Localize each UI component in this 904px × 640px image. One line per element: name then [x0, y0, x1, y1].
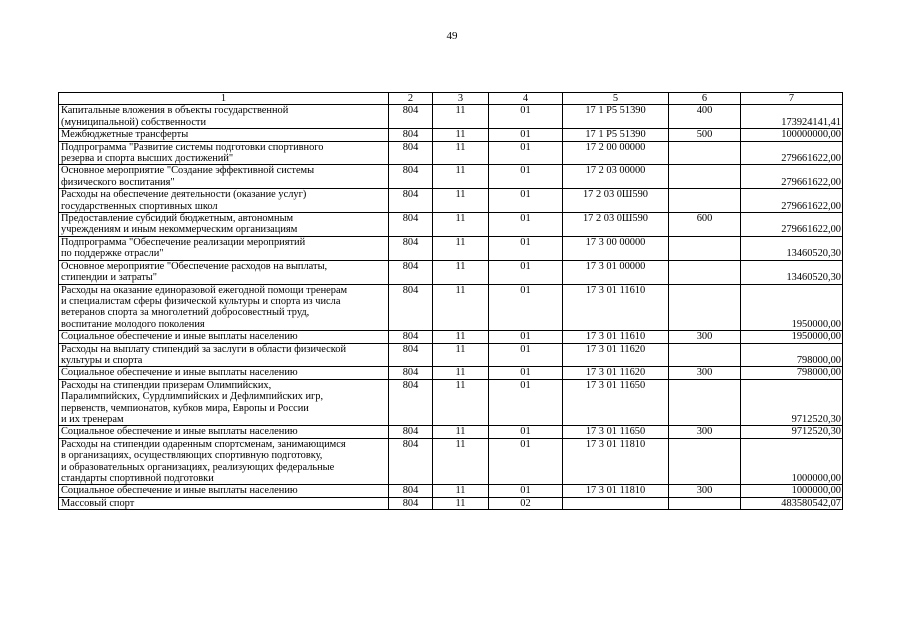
row-name-line: первенств, чемпионатов, кубков мира, Европы и России — [61, 402, 309, 414]
code-section: 11 — [433, 105, 489, 129]
amount: 1000000,00 — [741, 485, 843, 497]
header-row — [59, 93, 843, 105]
row-name — [59, 497, 389, 509]
code-expense-type — [669, 379, 741, 426]
row-name-line: Расходы на стипендии одаренным спортсменам, занимающимся — [61, 438, 346, 450]
code-subsection: 01 — [489, 438, 563, 485]
code-target: 17 1 P5 51390 — [563, 129, 669, 141]
amount: 13460520,30 — [741, 260, 843, 284]
row-name — [59, 189, 389, 213]
table-row — [59, 189, 843, 213]
row-name — [59, 485, 389, 497]
row-name — [59, 129, 389, 141]
amount: 279661622,00 — [741, 165, 843, 189]
row-name-line: Капитальные вложения в объекты государственной — [61, 105, 289, 117]
code-subsection: 01 — [489, 379, 563, 426]
table-row — [59, 260, 843, 284]
row-name-line: Социальное обеспечение и иные выплаты населению — [61, 485, 298, 497]
code-ministry: 804 — [389, 485, 433, 497]
code-section: 11 — [433, 438, 489, 485]
row-name-line: Социальное обеспечение и иные выплаты населению — [61, 331, 298, 343]
amount: 1000000,00 — [741, 438, 843, 485]
code-expense-type: 300 — [669, 331, 741, 343]
row-name — [59, 105, 389, 129]
code-subsection: 01 — [489, 284, 563, 331]
code-subsection: 01 — [489, 343, 563, 367]
code-subsection: 01 — [489, 367, 563, 379]
row-name-line: Расходы на обеспечение деятельности (оказание услуг) — [61, 189, 307, 201]
code-ministry: 804 — [389, 426, 433, 438]
budget-table — [58, 92, 843, 510]
row-name-line: Социальное обеспечение и иные выплаты населению — [61, 426, 298, 438]
code-expense-type — [669, 165, 741, 189]
code-ministry: 804 — [389, 331, 433, 343]
code-section: 11 — [433, 141, 489, 165]
code-ministry: 804 — [389, 189, 433, 213]
row-name-line: Расходы на оказание единоразовой ежегодной помощи тренерам — [61, 284, 348, 296]
code-target: 17 3 01 11810 — [563, 485, 669, 497]
code-ministry: 804 — [389, 213, 433, 237]
code-expense-type: 500 — [669, 129, 741, 141]
code-subsection: 01 — [489, 331, 563, 343]
column-header-2: 2 — [389, 93, 433, 105]
code-ministry: 804 — [389, 497, 433, 509]
table-row — [59, 284, 843, 331]
amount: 1950000,00 — [741, 331, 843, 343]
code-subsection: 01 — [489, 129, 563, 141]
code-subsection: 01 — [489, 189, 563, 213]
page-number: 49 — [446, 30, 458, 42]
table-row — [59, 105, 843, 129]
row-name-line: культуры и спорта — [61, 354, 143, 366]
row-name — [59, 260, 389, 284]
amount: 279661622,00 — [741, 141, 843, 165]
code-subsection: 01 — [489, 236, 563, 260]
row-name-line: физического воспитания" — [61, 176, 175, 188]
code-expense-type: 600 — [669, 213, 741, 237]
code-target: 17 2 03 00000 — [563, 165, 669, 189]
row-name-line: Основное мероприятие "Создание эффективной системы — [61, 165, 315, 177]
row-name-line: Подпрограмма "Развитие системы подготовки спортивного — [61, 141, 324, 153]
row-name — [59, 331, 389, 343]
code-subsection: 01 — [489, 260, 563, 284]
row-name — [59, 236, 389, 260]
row-name-line: Паралимпийских, Сурдлимпийских и Дефлимпийских игр, — [61, 391, 324, 403]
code-target: 17 3 00 00000 — [563, 236, 669, 260]
code-subsection: 01 — [489, 426, 563, 438]
code-section: 11 — [433, 426, 489, 438]
code-ministry: 804 — [389, 379, 433, 426]
table-row — [59, 236, 843, 260]
column-header-7: 7 — [741, 93, 843, 105]
code-subsection: 02 — [489, 497, 563, 509]
amount: 279661622,00 — [741, 213, 843, 237]
row-name — [59, 141, 389, 165]
code-target: 17 3 01 11650 — [563, 379, 669, 426]
code-expense-type — [669, 189, 741, 213]
code-target: 17 3 01 11620 — [563, 367, 669, 379]
amount: 483580542,07 — [741, 497, 843, 509]
row-name-line: и специалистам сферы физической культуры и спорта из числа — [61, 295, 341, 307]
row-name-line: Основное мероприятие "Обеспечение расходов на выплаты, — [61, 260, 328, 272]
code-target: 17 2 03 0Ш590 — [563, 189, 669, 213]
row-name-line: в организациях, осуществляющих спортивную подготовку, — [61, 450, 323, 462]
row-name — [59, 165, 389, 189]
code-section: 11 — [433, 236, 489, 260]
table-row — [59, 426, 843, 438]
code-target — [563, 497, 669, 509]
code-section: 11 — [433, 129, 489, 141]
row-name-line: по поддержке отрасли" — [61, 248, 164, 260]
code-subsection: 01 — [489, 141, 563, 165]
table-row — [59, 379, 843, 426]
row-name — [59, 213, 389, 237]
row-name — [59, 367, 389, 379]
amount: 100000000,00 — [741, 129, 843, 141]
column-header-5: 5 — [563, 93, 669, 105]
code-ministry: 804 — [389, 236, 433, 260]
table-row — [59, 213, 843, 237]
table-row — [59, 497, 843, 509]
code-ministry: 804 — [389, 343, 433, 367]
row-name-line: резерва и спорта высших достижений" — [61, 153, 234, 165]
code-ministry: 804 — [389, 438, 433, 485]
amount: 9712520,30 — [741, 426, 843, 438]
code-section: 11 — [433, 165, 489, 189]
table-row — [59, 485, 843, 497]
code-ministry: 804 — [389, 284, 433, 331]
code-expense-type: 300 — [669, 367, 741, 379]
row-name-line: стипендии и затраты" — [61, 272, 158, 284]
code-ministry: 804 — [389, 141, 433, 165]
code-section: 11 — [433, 497, 489, 509]
code-expense-type — [669, 260, 741, 284]
row-name-line: стандарты спортивной подготовки — [61, 473, 214, 484]
code-target: 17 3 01 11650 — [563, 426, 669, 438]
amount: 798000,00 — [741, 367, 843, 379]
row-name — [59, 379, 389, 426]
code-target: 17 2 03 0Ш590 — [563, 213, 669, 237]
amount: 9712520,30 — [741, 379, 843, 426]
code-target: 17 3 01 11610 — [563, 284, 669, 331]
code-section: 11 — [433, 213, 489, 237]
row-name-line: Подпрограмма "Обеспечение реализации мероприятий — [61, 236, 306, 248]
amount: 13460520,30 — [741, 236, 843, 260]
row-name-line: Массовый спорт — [61, 497, 135, 509]
code-ministry: 804 — [389, 165, 433, 189]
column-header-6: 6 — [669, 93, 741, 105]
code-section: 11 — [433, 189, 489, 213]
column-header-4: 4 — [489, 93, 563, 105]
code-section: 11 — [433, 260, 489, 284]
table-row — [59, 165, 843, 189]
code-expense-type — [669, 438, 741, 485]
table-body — [59, 105, 843, 510]
code-target: 17 3 01 11620 — [563, 343, 669, 367]
code-subsection: 01 — [489, 485, 563, 497]
code-target: 17 3 01 00000 — [563, 260, 669, 284]
row-name-line: (муниципальной) собственности — [61, 116, 207, 128]
code-subsection: 01 — [489, 165, 563, 189]
code-expense-type: 400 — [669, 105, 741, 129]
code-subsection: 01 — [489, 105, 563, 129]
table-row — [59, 367, 843, 379]
column-header-3: 3 — [433, 93, 489, 105]
table-header — [59, 93, 843, 105]
code-expense-type: 300 — [669, 426, 741, 438]
code-expense-type — [669, 284, 741, 331]
row-name-line: Социальное обеспечение и иные выплаты населению — [61, 367, 298, 379]
table-row — [59, 331, 843, 343]
code-section: 11 — [433, 331, 489, 343]
code-target: 17 3 01 11810 — [563, 438, 669, 485]
row-name-line: воспитание молодого поколения — [61, 318, 205, 330]
code-target: 17 1 P5 51390 — [563, 105, 669, 129]
amount: 279661622,00 — [741, 189, 843, 213]
row-name — [59, 438, 389, 485]
amount: 1950000,00 — [741, 284, 843, 331]
row-name-line: Расходы на стипендии призерам Олимпийских, — [61, 379, 272, 391]
column-header-1: 1 — [59, 93, 389, 105]
code-target: 17 3 01 11610 — [563, 331, 669, 343]
code-expense-type — [669, 343, 741, 367]
row-name-line: ветеранов спорта за многолетний добросовестный труд, — [61, 307, 310, 319]
amount: 173924141,41 — [741, 105, 843, 129]
code-expense-type — [669, 236, 741, 260]
row-name-line: Предоставление субсидий бюджетным, автономным — [61, 213, 294, 225]
code-expense-type: 300 — [669, 485, 741, 497]
row-name — [59, 284, 389, 331]
row-name-line: государственных спортивных школ — [61, 200, 218, 212]
row-name-line: учреждениям и иным некоммерческим организациям — [61, 224, 298, 236]
row-name — [59, 426, 389, 438]
row-name-line: Расходы на выплату стипендий за заслуги в области физической — [61, 343, 347, 355]
code-section: 11 — [433, 284, 489, 331]
code-ministry: 804 — [389, 129, 433, 141]
code-section: 11 — [433, 367, 489, 379]
row-name — [59, 343, 389, 367]
table-row — [59, 129, 843, 141]
code-expense-type — [669, 141, 741, 165]
table-row — [59, 343, 843, 367]
table-row — [59, 438, 843, 485]
code-section: 11 — [433, 379, 489, 426]
table-row — [59, 141, 843, 165]
code-section: 11 — [433, 485, 489, 497]
code-ministry: 804 — [389, 260, 433, 284]
row-name-line: Межбюджетные трансферты — [61, 129, 189, 141]
code-target: 17 2 00 00000 — [563, 141, 669, 165]
code-ministry: 804 — [389, 367, 433, 379]
amount: 798000,00 — [741, 343, 843, 367]
code-subsection: 01 — [489, 213, 563, 237]
row-name-line: и их тренерам — [61, 413, 124, 425]
code-expense-type — [669, 497, 741, 509]
code-ministry: 804 — [389, 105, 433, 129]
code-section: 11 — [433, 343, 489, 367]
row-name-line: и образовательных организациях, реализующих федеральные — [61, 461, 335, 473]
